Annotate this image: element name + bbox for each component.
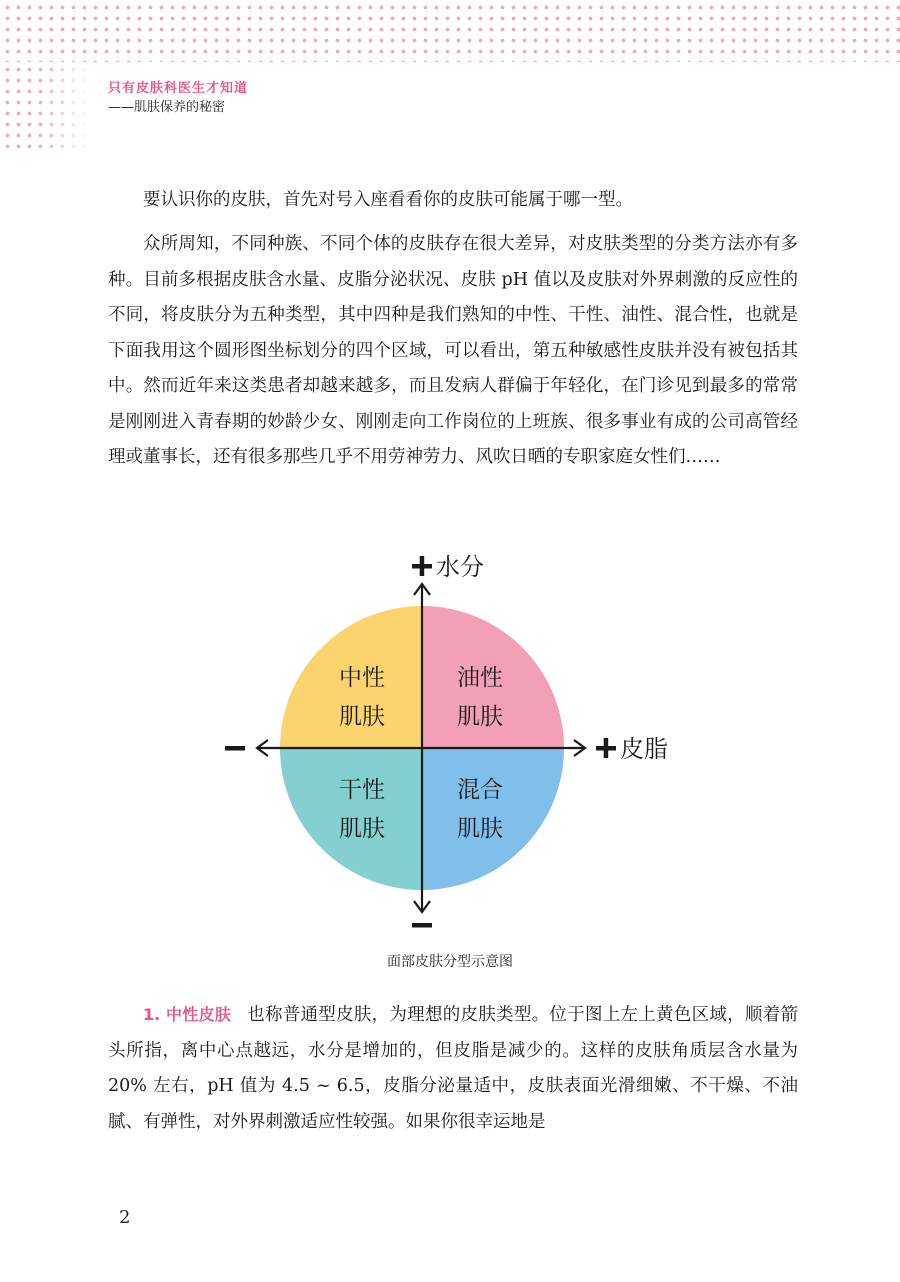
diagram-caption: 面部皮肤分型示意图 bbox=[387, 954, 513, 970]
quadrant-label-neutral-1: 中性 bbox=[339, 665, 385, 691]
axis-label-sebum: 皮脂 bbox=[620, 735, 668, 763]
quadrant-label-combination-2: 肌肤 bbox=[457, 816, 503, 842]
paragraph-neutral-skin bbox=[108, 997, 798, 1140]
plus-right-icon bbox=[596, 738, 616, 758]
plus-top-icon bbox=[412, 556, 432, 576]
quadrant-label-oily-2: 肌肤 bbox=[457, 704, 503, 730]
paragraph-intro: 要认识你的皮肤，首先对号入座看看你的皮肤可能属于哪一型。 bbox=[143, 190, 633, 210]
skin-type-diagram bbox=[220, 545, 690, 930]
book-subtitle: ——肌肤保养的秘密 bbox=[108, 100, 226, 115]
quadrant-label-combination-1: 混合 bbox=[457, 777, 503, 803]
minus-left-icon bbox=[225, 746, 245, 751]
header-dot-pattern bbox=[0, 0, 900, 62]
quadrant-label-dry-1: 干性 bbox=[339, 777, 385, 803]
axis-label-moisture: 水分 bbox=[436, 553, 484, 581]
quadrant-label-oily-1: 油性 bbox=[457, 665, 503, 691]
header-dot-pattern-side bbox=[0, 62, 92, 148]
book-title: 只有皮肤科医生才知道 bbox=[108, 81, 249, 96]
section-text-neutral: 也称普通型皮肤，为理想的皮肤类型。位于图上左上黄色区域，顺着箭头所指，离中心点越远，水分是增加的，但皮脂是减少的。这样的皮肤角质层含水量为 20% 左右，pH 值为 4.5 ~ 6.5，皮脂分泌量适中，皮肤表面光滑细嫩、不干燥、不油腻、有弹性，对外界刺激适应性较强。如果你很幸运地是 bbox=[108, 1005, 798, 1132]
section-label-neutral: 1. 中性皮肤 bbox=[143, 1005, 232, 1024]
paragraph-skin-types: 众所周知，不同种族、不同个体的皮肤存在很大差异，对皮肤类型的分类方法亦有多种。目前多根据皮肤含水量、皮脂分泌状况、皮肤 pH 值以及皮肤对外界刺激的反应性的不同，将皮肤分为五种类型，其中四种是我们熟知的中性、干性、油性、混合性，也就是下面我用这个圆形图坐标划分的四个区域，可以看出，第五种敏感性皮肤并没有被包括其中。然而近年来这类患者却越来越多，而且发病人群偏于年轻化，在门诊见到最多的常常是刚刚进入青春期的妙龄少女、刚刚走向工作岗位的上班族、很多事业有成的公司高管经理或董事长，还有很多那些几乎不用劳神劳力、风吹日晒的专职家庭女性们…… bbox=[108, 234, 798, 467]
minus-bottom-icon bbox=[412, 923, 432, 928]
page-number: 2 bbox=[119, 1207, 131, 1228]
quadrant-label-dry-2: 肌肤 bbox=[339, 816, 385, 842]
quadrant-label-neutral-2: 肌肤 bbox=[339, 704, 385, 730]
